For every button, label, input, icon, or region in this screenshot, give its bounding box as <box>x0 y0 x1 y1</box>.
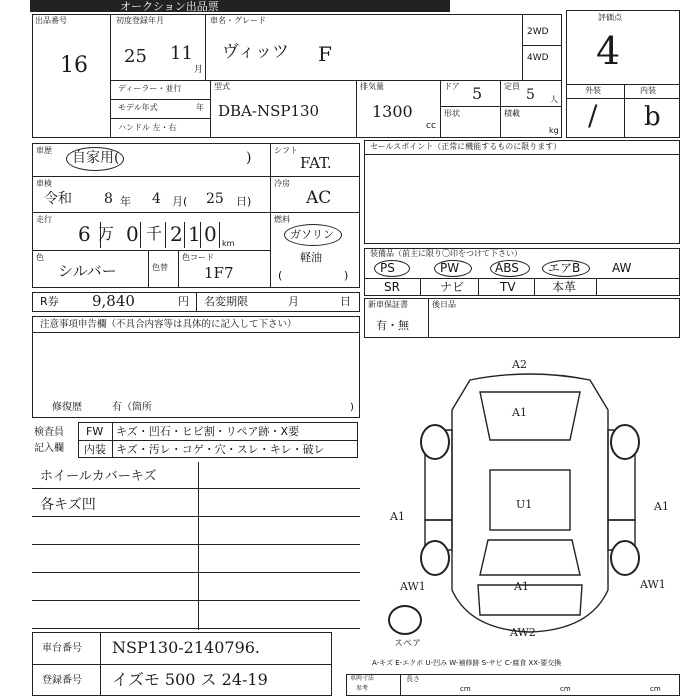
footer-box <box>346 674 680 696</box>
car-grade-value: F <box>318 42 332 66</box>
equip-tv: TV <box>500 280 516 294</box>
mileage-u1: 万 <box>98 224 115 243</box>
registration-value: イズモ 500 ス 24-19 <box>112 670 268 689</box>
inspector-int-text: キズ・汚レ・コゲ・穴・スレ・キレ・破レ <box>116 443 325 456</box>
inspection-era: 令和 <box>44 191 72 207</box>
fuel-paren-close: ) <box>344 269 349 282</box>
inspector-int-label: 内装 <box>84 443 106 456</box>
equip-sr: SR <box>384 280 400 294</box>
inspection-year: 8 <box>104 191 113 207</box>
footer-size-sub: 参考 <box>356 685 369 692</box>
repair-label: 修復歴 <box>52 402 82 413</box>
post-date-label: 後日品 <box>432 300 456 309</box>
first-reg-year: 25 <box>124 46 147 67</box>
fuel-paren-open: ( <box>278 269 283 282</box>
equip-aw: AW <box>612 261 632 275</box>
doors-label: ドア <box>444 82 460 91</box>
mark-a1-rear: A1 <box>514 580 529 593</box>
equip-ps: PS <box>380 261 395 275</box>
mileage-unit: km <box>222 239 235 248</box>
fuel-alt: 軽油 <box>300 251 322 264</box>
inspection-day: 25 <box>206 191 224 207</box>
mark-a1-hood: A1 <box>512 406 527 419</box>
inspection-month: 4 <box>152 191 161 207</box>
fuel-label: 燃料 <box>274 215 290 224</box>
mark-u1-roof: U1 <box>516 498 533 511</box>
inspection-month-unit: 月( <box>172 195 188 208</box>
score-ext-label: 外装 <box>585 86 601 95</box>
inspection-year-unit: 年 <box>120 195 131 208</box>
usage-value: 自家用( <box>72 150 120 166</box>
header-strip <box>30 0 450 12</box>
lot-value: 16 <box>60 53 88 78</box>
recycle-value: 9,840 <box>92 292 135 310</box>
equip-abs: ABS <box>495 261 519 275</box>
displacement-label: 排気量 <box>360 82 384 91</box>
mileage-d4: 1 <box>188 222 201 246</box>
header-title: オークション出品票 <box>120 0 219 13</box>
registration-label: 登録番号 <box>42 675 82 686</box>
shape-label: 形状 <box>444 109 460 118</box>
sales-points-box <box>364 140 680 244</box>
notes-label: 注意事項申告欄（不具合内容等は具体的に記入して下さい） <box>40 319 297 330</box>
mark-aw1-right: AW1 <box>640 578 666 591</box>
mileage-d2: 0 <box>126 222 139 246</box>
footer-len-label: 長さ <box>406 675 420 683</box>
displacement-value: 1300 <box>372 102 413 121</box>
score-int-label: 内装 <box>640 86 656 95</box>
equip-airbag: エアB <box>548 261 581 275</box>
warranty-value: 有・無 <box>376 319 409 332</box>
car-diagram <box>370 350 690 650</box>
recycle-month-unit: 月 <box>288 295 299 308</box>
remarks-area <box>32 462 360 630</box>
score-int-value: b <box>644 102 661 132</box>
first-reg-label: 初度登録年月 <box>116 16 164 25</box>
mileage-u2: 千 <box>146 224 163 243</box>
first-reg-month: 11 <box>170 43 193 64</box>
mark-aw1-left: AW1 <box>400 580 426 593</box>
chassis-value: NSP130-2140796. <box>112 638 261 657</box>
ac-value: AC <box>306 188 332 208</box>
mark-aw2-bottom: AW2 <box>510 626 536 639</box>
score-value: 4 <box>596 29 621 73</box>
car-name-value: ヴィッツ <box>222 42 289 62</box>
chassis-label: 車台番号 <box>42 643 82 654</box>
model-value: DBA-NSP130 <box>218 102 320 120</box>
repair-value: 有（箇所 <box>112 402 152 413</box>
recycle-label: R券 <box>40 295 59 308</box>
inspector-label2: 記入欄 <box>34 443 64 454</box>
remark-2: 各キズ凹 <box>40 497 96 513</box>
mileage-d1: 6 <box>78 222 91 246</box>
displacement-unit: cc <box>426 121 436 131</box>
doors-value: 5 <box>472 84 483 103</box>
color-change-label: 色替 <box>152 263 168 272</box>
equip-leather: 本革 <box>552 280 577 294</box>
inspector-fw-text: キズ・凹石・ヒビ割・リペア跡・X要 <box>116 425 300 438</box>
footer-cm-3: cm <box>650 685 661 693</box>
color-code-value: 1F7 <box>204 264 234 282</box>
mileage-d3: 2 <box>170 222 183 246</box>
color-label: 色 <box>36 253 44 262</box>
ac-label: 冷房 <box>274 179 290 188</box>
score-box <box>566 10 680 138</box>
equipment-label: 装備品（前主に限り〇印をつけて下さい） <box>370 249 522 258</box>
dealer-label: ディーラー・並行 <box>118 84 182 93</box>
recycle-deadline-label: 名変期限 <box>204 295 248 308</box>
fuel-value: ガソリン <box>290 228 334 241</box>
capacity-label: 定員 <box>504 82 520 91</box>
remark-1: ホイールカバーキズ <box>40 469 157 484</box>
handle-label: ハンドル 左・右 <box>118 123 177 132</box>
usage-label: 車歴 <box>36 146 52 155</box>
load-label: 積載 <box>504 109 520 118</box>
inspection-day-unit: 日) <box>236 195 252 208</box>
lot-label: 出品番号 <box>35 16 67 25</box>
inspector-label1: 検査員 <box>34 427 64 438</box>
recycle-unit: 円 <box>178 295 189 308</box>
first-reg-unit: 月 <box>194 65 204 75</box>
color-code-label: 色コード <box>182 253 214 262</box>
model-year-label: モデル年式 <box>118 103 158 112</box>
mark-a2-top: A2 <box>512 358 527 371</box>
mark-a1-right: A1 <box>654 500 669 513</box>
inspection-label: 車検 <box>36 179 52 188</box>
load-unit: kg <box>549 126 559 135</box>
car-name-label: 車名・グレード <box>210 16 266 25</box>
capacity-unit: 人 <box>550 95 558 104</box>
model-label: 型式 <box>214 82 230 91</box>
score-label: 評価点 <box>598 13 622 22</box>
drive-2wd: 2WD <box>527 27 549 37</box>
score-ext-value: / <box>588 99 598 132</box>
inspector-fw: FW <box>86 425 104 438</box>
diagram-legend: A-キズ E-エクボ U-凹み W-補修跡 S-サビ C-腐食 XX-要交換 <box>372 659 562 667</box>
repair-close: ) <box>350 402 354 413</box>
model-year-unit: 年 <box>196 103 204 112</box>
sales-points-label: セールスポイント（正常に機能するものに限ります） <box>370 142 562 151</box>
usage-close: ) <box>246 150 252 166</box>
mark-a1-left: A1 <box>390 510 405 523</box>
warranty-box <box>364 298 680 338</box>
color-value: シルバー <box>58 262 117 280</box>
equip-navi: ナビ <box>440 280 465 294</box>
mileage-d5: 0 <box>204 222 217 246</box>
footer-size-label: 車両寸法 <box>350 675 375 682</box>
drive-4wd: 4WD <box>527 53 549 63</box>
shift-value: FAT. <box>300 154 332 172</box>
equip-pw: PW <box>440 261 460 275</box>
warranty-label: 新車保証書 <box>368 300 408 309</box>
recycle-day-unit: 日 <box>340 295 351 308</box>
footer-cm-1: cm <box>460 685 471 693</box>
footer-cm-2: cm <box>560 685 571 693</box>
spare-label: スペア <box>394 639 422 649</box>
shift-label: シフト <box>274 146 298 155</box>
mileage-label: 走行 <box>36 215 52 224</box>
capacity-value: 5 <box>526 87 535 103</box>
